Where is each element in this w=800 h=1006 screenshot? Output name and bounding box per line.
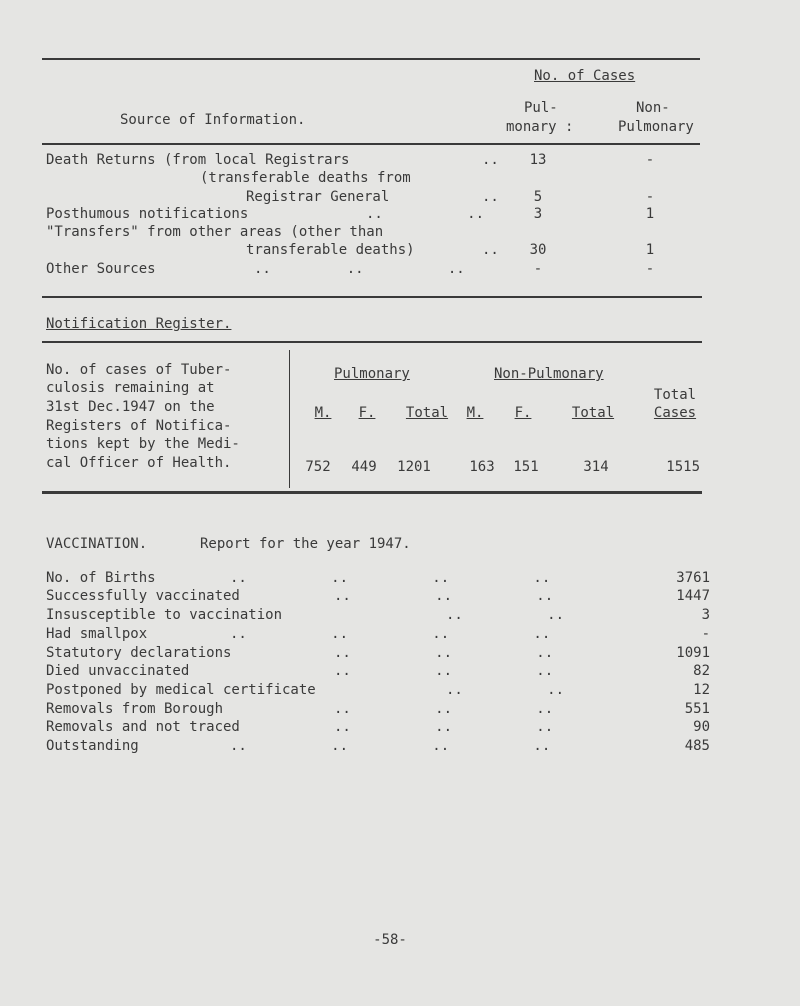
register-desc-line: Registers of Notifica- xyxy=(46,418,232,434)
vaccination-label: Removals from Borough xyxy=(46,701,224,717)
vaccination-title: VACCINATION. xyxy=(46,536,148,552)
non-pulmonary-header-1: Non- xyxy=(636,100,670,116)
non-pulmonary-female-value: 151 xyxy=(513,459,539,475)
vaccination-value: 12 xyxy=(693,682,710,698)
leader-dots: .. xyxy=(482,189,499,205)
source-header: Source of Information. xyxy=(120,112,306,128)
source-label: "Transfers" from other areas (other than xyxy=(46,224,384,240)
pulmonary-value: 30 xyxy=(529,242,547,258)
source-label: transferable deaths) xyxy=(246,242,415,258)
vaccination-label: No. of Births xyxy=(46,570,156,586)
vaccination-value: 3 xyxy=(701,607,710,623)
top-rule xyxy=(42,58,700,60)
vaccination-value: 551 xyxy=(684,701,710,717)
register-desc-line: No. of cases of Tuber- xyxy=(46,362,232,378)
non-pulmonary-female-header: F. xyxy=(514,405,532,421)
total-cases-header-2: Cases xyxy=(653,405,697,421)
vaccination-label: Successfully vaccinated xyxy=(46,588,240,604)
register-top-rule xyxy=(42,341,702,343)
register-title: Notification Register. xyxy=(46,316,232,332)
vaccination-value: - xyxy=(701,626,710,642)
register-desc-line: 31st Dec.1947 on the xyxy=(46,399,215,415)
non-pulmonary-total-value: 314 xyxy=(583,459,609,475)
vaccination-value: 485 xyxy=(684,738,710,754)
vaccination-value: 1447 xyxy=(676,588,710,604)
leader-dots: .. .. xyxy=(366,206,485,222)
non-pulmonary-value: 1 xyxy=(645,242,655,258)
leader-dots: .. .. .. xyxy=(334,663,554,679)
leader-dots: .. xyxy=(482,152,499,168)
pulmonary-header-2: monary : xyxy=(506,119,574,135)
vaccination-label: Insusceptible to vaccination xyxy=(46,607,283,623)
leader-dots: .. .. .. xyxy=(334,719,554,735)
vaccination-label: Died unvaccinated xyxy=(46,663,190,679)
vaccination-label: Had smallpox xyxy=(46,626,148,642)
pulmonary-value: 13 xyxy=(529,152,547,168)
pulmonary-total-header: Total xyxy=(405,405,449,421)
non-pulmonary-value: 1 xyxy=(645,206,655,222)
vaccination-label: Postponed by medical certificate xyxy=(46,682,316,698)
vaccination-value: 1091 xyxy=(676,645,710,661)
leader-dots: .. .. xyxy=(446,607,565,623)
non-pulmonary-value: - xyxy=(645,189,655,205)
vaccination-value: 3761 xyxy=(676,570,710,586)
source-label: Death Returns (from local Registrars xyxy=(46,152,350,168)
non-pulmonary-male-header: M. xyxy=(466,405,484,421)
register-bottom-rule xyxy=(42,491,702,494)
pulmonary-female-value: 449 xyxy=(351,459,377,475)
vaccination-subtitle: Report for the year 1947. xyxy=(200,536,411,552)
vaccination-value: 90 xyxy=(693,719,710,735)
non-pulmonary-group-header: Non-Pulmonary xyxy=(494,366,604,382)
register-desc-line: culosis remaining at xyxy=(46,380,215,396)
header-rule xyxy=(42,143,700,145)
pulmonary-group-header: Pulmonary xyxy=(334,366,410,382)
vaccination-label: Outstanding xyxy=(46,738,139,754)
leader-dots: .. .. .. xyxy=(334,588,554,604)
leader-dots: .. .. .. xyxy=(254,261,465,277)
page-number: -58- xyxy=(373,932,407,948)
total-cases-value: 1515 xyxy=(666,459,700,475)
sources-bottom-rule xyxy=(42,296,702,298)
non-pulmonary-total-header: Total xyxy=(571,405,615,421)
pulmonary-male-header: M. xyxy=(314,405,332,421)
vaccination-label: Removals and not traced xyxy=(46,719,240,735)
vaccination-label: Statutory declarations xyxy=(46,645,232,661)
leader-dots: .. .. .. xyxy=(334,645,554,661)
pulmonary-value: - xyxy=(533,261,543,277)
non-pulmonary-male-value: 163 xyxy=(469,459,495,475)
source-label: Other Sources xyxy=(46,261,156,277)
pulmonary-female-header: F. xyxy=(358,405,376,421)
register-divider xyxy=(289,350,290,488)
source-label: Posthumous notifications xyxy=(46,206,249,222)
leader-dots: .. .. .. .. xyxy=(230,570,551,586)
leader-dots: .. .. .. xyxy=(334,701,554,717)
leader-dots: .. .. xyxy=(446,682,565,698)
register-desc-line: tions kept by the Medi- xyxy=(46,436,240,452)
non-pulmonary-header-2: Pulmonary xyxy=(618,119,694,135)
non-pulmonary-value: - xyxy=(645,261,655,277)
leader-dots: .. .. .. .. xyxy=(230,626,551,642)
pulmonary-total-value: 1201 xyxy=(397,459,431,475)
source-label: (transferable deaths from xyxy=(200,170,411,186)
pulmonary-value: 3 xyxy=(533,206,543,222)
pulmonary-header-1: Pul- xyxy=(524,100,558,116)
pulmonary-male-value: 752 xyxy=(305,459,331,475)
pulmonary-value: 5 xyxy=(533,189,543,205)
total-cases-header-1: Total xyxy=(653,387,697,403)
vaccination-value: 82 xyxy=(693,663,710,679)
non-pulmonary-value: - xyxy=(645,152,655,168)
no-of-cases-header: No. of Cases xyxy=(534,68,636,84)
leader-dots: .. .. .. .. xyxy=(230,738,551,754)
source-label: Registrar General xyxy=(246,189,390,205)
leader-dots: .. xyxy=(482,242,499,258)
register-desc-line: cal Officer of Health. xyxy=(46,455,232,471)
